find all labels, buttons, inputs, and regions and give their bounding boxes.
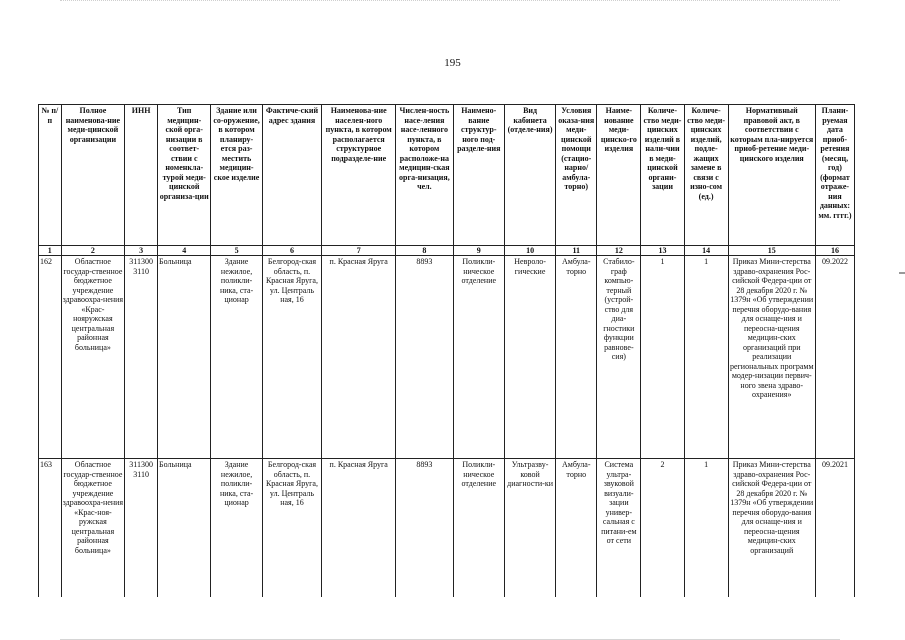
table-header-row xyxy=(39,105,855,246)
header-cell: Фактиче-ский адрес здания xyxy=(262,105,322,246)
header-cell: Нормативный правовой акт, в соответствии с которым пла-нируется приоб-ретение меди-цинского изделия xyxy=(728,105,815,246)
table-row xyxy=(39,256,855,459)
unit-cell: Поликли-ническое отделение xyxy=(453,459,504,598)
header-cell: Наиме-нование меди-цинско-го изделия xyxy=(597,105,641,246)
equipment-table xyxy=(38,104,855,597)
page-top-edge xyxy=(60,0,840,3)
column-number: 12 xyxy=(597,246,641,256)
header-cell: Полное наименова-ние меди-цинской организации xyxy=(61,105,125,246)
population-cell: 8893 xyxy=(396,459,453,598)
header-cell: Количе-ство меди-цинских изделий, подле-жащих замене в связи с изно-сом (ед.) xyxy=(684,105,728,246)
row-number: 163 xyxy=(39,459,62,598)
organization-name: Областное государ-ственное бюджетное учреждение здравоохра-нения «Крас-нояружская центральная районная больница» xyxy=(61,256,125,459)
header-cell: Наименова-ние населен-ного пункта, в котором располагается структурное подразделе-ние xyxy=(322,105,396,246)
unit-cell: Поликли-ническое отделение xyxy=(453,256,504,459)
header-cell: Плани-руемая дата приоб-ретения (месяц, год) (формат отраже-ния данных: мм. гггг.) xyxy=(815,105,854,246)
column-number: 2 xyxy=(61,246,125,256)
settlement-cell: п. Красная Яруга xyxy=(322,459,396,598)
column-number: 15 xyxy=(728,246,815,256)
inn-cell: 311300 3110 xyxy=(125,256,158,459)
legal-act-cell: Приказ Мини-стерства здраво-охранения Рос-сийской Федера-ции от 28 декабря 2020 г. № 1379н «Об утверждении перечня оборудо-вания для оснаще-ния и переосна-щения медицин-ских организаций xyxy=(728,459,815,598)
device-cell: Система ультра-звуковой визуали-зации универ-сальная с питани-ем от сети xyxy=(597,459,641,598)
column-number: 10 xyxy=(504,246,555,256)
header-cell: Тип медицин-ской орга-низации в соответ-ствии с номенкла-турой меди-цинской организа-ции xyxy=(158,105,211,246)
column-number: 9 xyxy=(453,246,504,256)
row-number: 162 xyxy=(39,256,62,459)
column-number: 16 xyxy=(815,246,854,256)
org-type: Больница xyxy=(158,256,211,459)
page-number: 195 xyxy=(444,57,461,69)
conditions-cell: Амбула-торно xyxy=(556,256,597,459)
legal-act-cell: Приказ Мини-стерства здраво-охранения Рос-сийской Федера-ции от 28 декабря 2020 г. № 1379н «Об утверждении перечня оборудо-вания для оснаще-ния и переосна-щения медицин-ских организаций при реализации региональных программ модер-низации первич-ного звена здраво-охранения» xyxy=(728,256,815,459)
header-cell: Условия оказа-ния меди-цинской помощи (стацио-нарно/ амбула-торно) xyxy=(556,105,597,246)
qty-have-cell: 2 xyxy=(641,459,684,598)
qty-replace-cell: 1 xyxy=(684,256,728,459)
column-number-row xyxy=(39,246,855,256)
header-cell: Вид кабинета (отделе-ния) xyxy=(504,105,555,246)
address-cell: Белгород-ская область, п. Красная Яруга, ул. Централь ная, 16 xyxy=(262,459,322,598)
column-number: 6 xyxy=(262,246,322,256)
column-number: 1 xyxy=(39,246,62,256)
margin-mark xyxy=(899,272,905,274)
column-number: 7 xyxy=(322,246,396,256)
date-cell: 09.2022 xyxy=(815,256,854,459)
header-cell: Наимено-вание структур-ного под-разделе-ния xyxy=(453,105,504,246)
device-cell: Стабило-граф компью-терный (устрой-ство для диа-гностики функции равнове-сия) xyxy=(597,256,641,459)
column-number: 8 xyxy=(396,246,453,256)
table-row xyxy=(39,459,855,598)
column-number: 11 xyxy=(556,246,597,256)
column-number: 14 xyxy=(684,246,728,256)
organization-name: Областное государ-ственное бюджетное учреждение здравоохра-нения «Крас-нояружская центральная районная больница» xyxy=(61,459,125,598)
header-cell: Здание или со-оружение, в котором планиру-ется раз-местить медицин-ское изделие xyxy=(211,105,262,246)
population-cell: 8893 xyxy=(396,256,453,459)
org-type: Больница xyxy=(158,459,211,598)
header-cell: Количе-ство меди-цинских изделий в нали-чии в меди-цинской органи-зации xyxy=(641,105,684,246)
column-number: 3 xyxy=(125,246,158,256)
building-cell: Здание нежилое, поликли-ника, ста-ционар xyxy=(211,459,262,598)
column-number: 5 xyxy=(211,246,262,256)
header-cell: ИНН xyxy=(125,105,158,246)
cabinet-cell: Ультразву-ковой диагности-ки xyxy=(504,459,555,598)
cabinet-cell: Невроло-гические xyxy=(504,256,555,459)
address-cell: Белгород-ская область, п. Красная Яруга, ул. Централь ная, 16 xyxy=(262,256,322,459)
qty-replace-cell: 1 xyxy=(684,459,728,598)
inn-cell: 311300 3110 xyxy=(125,459,158,598)
header-cell: Числен-ность насе-ления насе-ленного пункта, в котором расположе-на медицин-ская орга-низация, чел. xyxy=(396,105,453,246)
building-cell: Здание нежилое, поликли-ника, ста-ционар xyxy=(211,256,262,459)
qty-have-cell: 1 xyxy=(641,256,684,459)
conditions-cell: Амбула-торно xyxy=(556,459,597,598)
column-number: 4 xyxy=(158,246,211,256)
column-number: 13 xyxy=(641,246,684,256)
settlement-cell: п. Красная Яруга xyxy=(322,256,396,459)
header-cell: № п/п xyxy=(39,105,62,246)
date-cell: 09.2021 xyxy=(815,459,854,598)
